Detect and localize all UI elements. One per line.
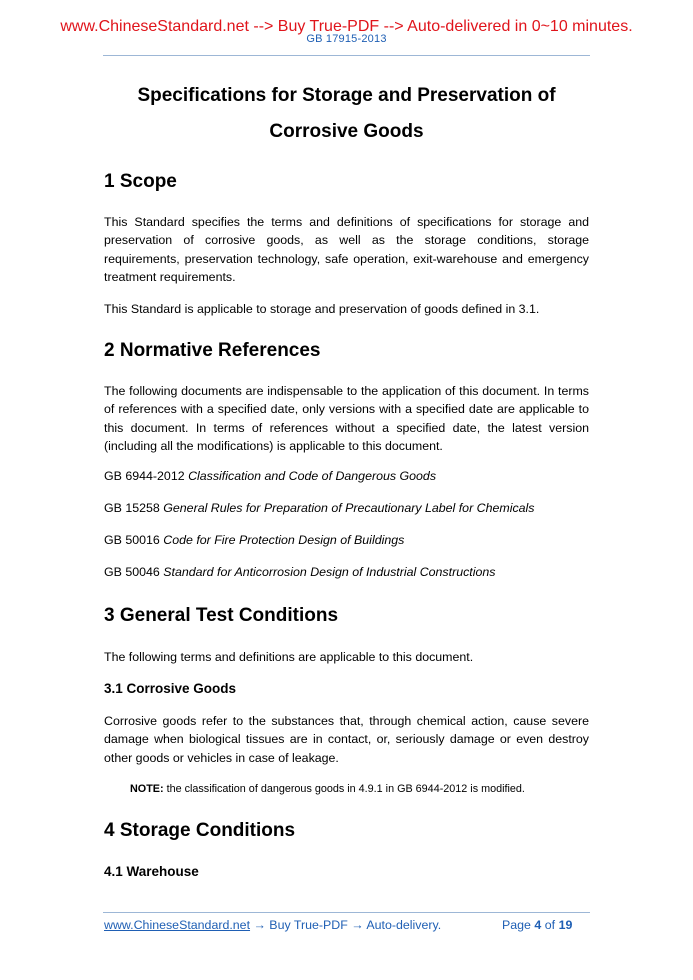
reference-item — [104, 533, 404, 547]
reference-code: GB 50016 — [104, 533, 160, 547]
header-divider — [103, 55, 590, 56]
section-heading-scope: 1 Scope — [104, 171, 177, 192]
reference-code: GB 50046 — [104, 565, 160, 579]
scope-paragraph-2: This Standard is applicable to storage and preservation of goods defined in 3.1. — [104, 302, 540, 316]
page-label: Page — [502, 918, 531, 932]
reference-item — [104, 565, 495, 579]
section-heading-general-test-conditions: 3 General Test Conditions — [104, 605, 339, 626]
page-of: of — [544, 918, 556, 932]
corrosive-goods-paragraph: Corrosive goods refer to the substances that, through chemical action, cause severe damage when biological tissues are in contact, or, seriously damage or even destroy other goods or vehicles in case of leakage. — [104, 714, 589, 765]
reference-title: Classification and Code of Dangerous Goods — [188, 469, 437, 483]
document-title-line1: Specifications for Storage and Preservation of — [137, 85, 556, 106]
footer-promo — [104, 918, 441, 932]
reference-item — [104, 469, 436, 483]
reference-title: General Rules for Preparation of Precautionary Label for Chemicals — [163, 501, 535, 515]
section-heading-normative-references: 2 Normative References — [104, 340, 321, 361]
section-heading-storage-conditions: 4 Storage Conditions — [104, 820, 296, 841]
promo-banner-link[interactable]: www.ChineseStandard.net --> Buy True-PDF --> Auto-delivered in 0~10 minutes. — [60, 18, 633, 35]
note-text: the classification of dangerous goods in 4.9.1 in GB 6944-2012 is modified. — [166, 783, 525, 795]
document-title-line2: Corrosive Goods — [269, 121, 424, 142]
page-total: 19 — [558, 918, 573, 932]
reference-code: GB 6944-2012 — [104, 469, 185, 483]
subsection-heading-warehouse: 4.1 Warehouse — [104, 864, 199, 879]
general-paragraph: The following terms and definitions are applicable to this document. — [104, 650, 474, 664]
note-label: NOTE: — [130, 783, 164, 795]
footer-site-link[interactable]: www.ChineseStandard.net — [104, 918, 251, 932]
standard-code: GB 17915-2013 — [306, 33, 387, 45]
page-indicator — [502, 918, 572, 932]
scope-paragraph-1: This Standard specifies the terms and definitions of specifications for storage and preservation of corrosive goods, as well as the storage conditions, storage requirements, preservation technology, safe operation, exit-warehouse and emergency treatment requirements. — [104, 215, 589, 284]
subsection-heading-corrosive-goods: 3.1 Corrosive Goods — [104, 681, 237, 696]
normative-paragraph: The following documents are indispensable to the application of this document. In terms of references with a specified date, only versions with a specified date are applicable to this document. In terms of references without a specified date, the latest version (including all the modifications) is applicable to this document. — [104, 384, 589, 453]
footer-promo-text: → Buy True-PDF → Auto-delivery. — [250, 918, 442, 932]
note — [130, 783, 525, 795]
reference-item — [104, 501, 534, 515]
reference-title: Code for Fire Protection Design of Buildings — [163, 533, 405, 547]
reference-title: Standard for Anticorrosion Design of Industrial Constructions — [163, 565, 496, 579]
page-current: 4 — [534, 918, 542, 932]
reference-code: GB 15258 — [104, 501, 160, 515]
footer-divider — [103, 912, 590, 913]
